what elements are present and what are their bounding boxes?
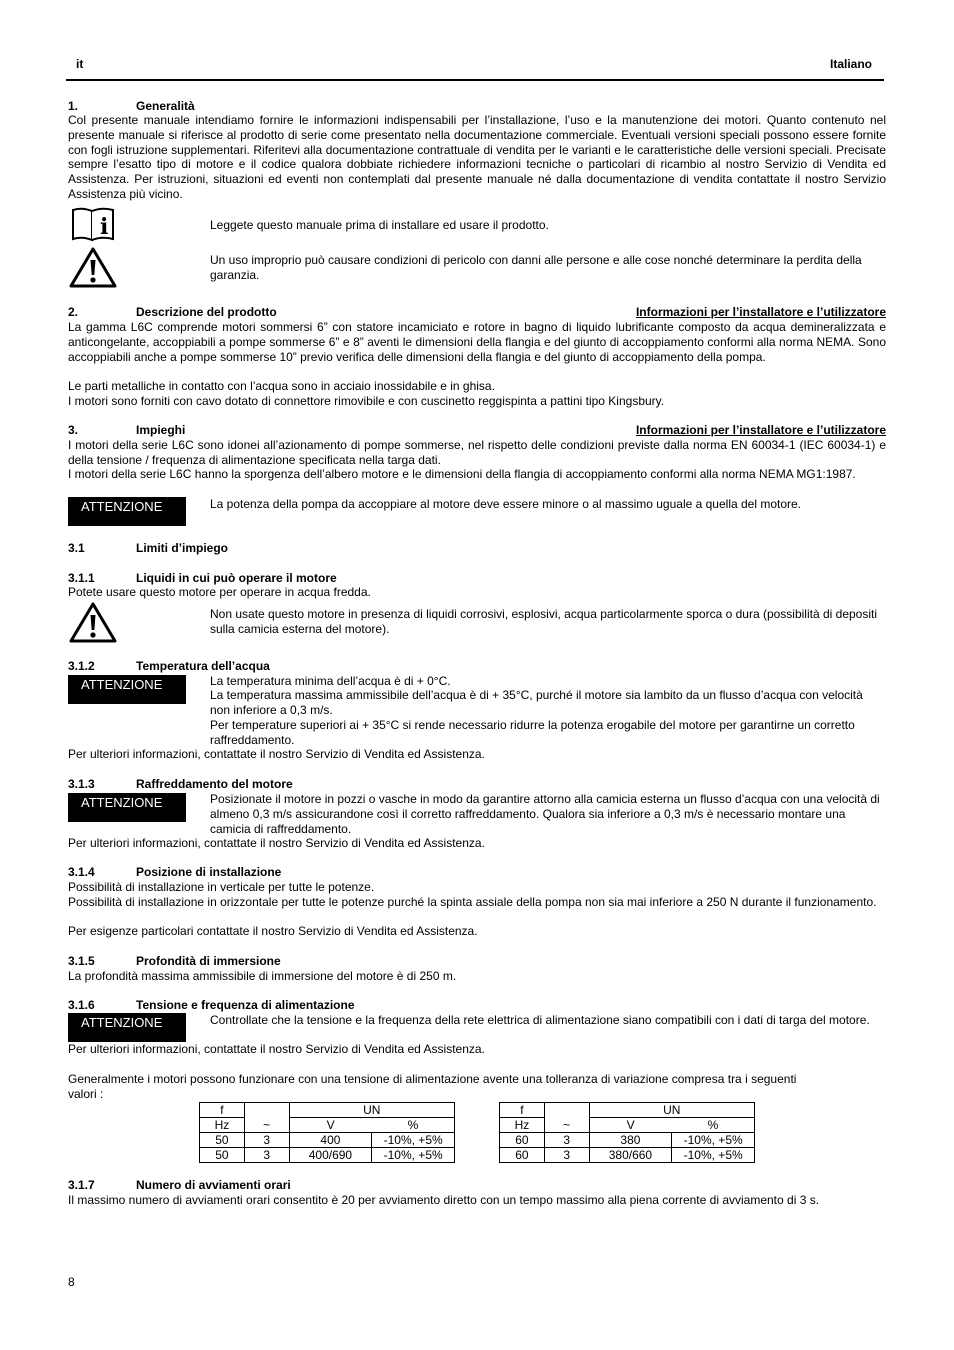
section-number: 3.1.6: [68, 998, 95, 1012]
warning-note: Un uso improprio può causare condizioni di pericolo con danni alle persone e alle cose nonché determinare la perdita della garanzia.: [210, 253, 862, 282]
contact-note: Per ulteriori informazioni, contattate il nostro Servizio di Vendita ed Assistenza.: [68, 1042, 485, 1056]
section-2-text-3: I motori sono forniti con cavo dotato di connettore rimovibile e con cuscinetto reggispinta a pattini tipo Kingsbury.: [68, 394, 665, 408]
header-language-name: Italiano: [829, 57, 872, 71]
table-header: V: [589, 1118, 672, 1133]
section-title: Numero di avviamenti orari: [136, 1178, 291, 1192]
table-cell: 380/660: [589, 1148, 672, 1163]
section-3-1-1-text: Potete usare questo motore per operare in acqua fredda.: [68, 585, 371, 599]
warning-note: Non usate questo motore in presenza di liquidi corrosivi, esplosivi, acqua particolarmente sporca o dura (possibilità di depositi sulla camicia esterna del motore).: [210, 607, 878, 636]
section-title: Profondità di immersione: [136, 954, 281, 968]
section-3-text-1: I motori della serie L6C sono idonei all’azionamento di pompe sommerse, nel rispetto delle condizioni previste dalla norma EN 60034-1 (IEC 60034-1) e della tensione / frequenza di alimentazione specificata nella targa dati.: [68, 438, 886, 467]
section-number: 1.: [68, 99, 79, 113]
table-header-row: [200, 1103, 455, 1118]
section-2-text-1: La gamma L6C comprende motori sommersi 6” con statore incamiciato e rotore in bagno di liquido lubrificante composto da acqua demineralizzata e anticongelante, accoppiabili a pompe sommerse 6” e 8” aventi le dimensioni della flangia e del giunto di accoppiamento conformi alla norma NEMA. Sono accoppiabili anche a pompe sommerse 10” previo verifica delle dimensioni della flangia e del giunto di accoppiamento della pompa.: [68, 320, 886, 364]
voltage-table-50hz: [199, 1102, 455, 1163]
temperature-note-2: La temperatura massima ammissibile dell’acqua è di + 35°C, purché il motore sia lambito da un flusso d’acqua con velocità non inferiore a 0,3 m/s.: [210, 688, 863, 717]
table-row: [200, 1148, 455, 1163]
table-header: [544, 1103, 589, 1118]
table-row: [200, 1133, 455, 1148]
attention-note: La potenza della pompa da accoppiare al motore deve essere minore o al massimo uguale a quella del motore.: [210, 497, 802, 511]
starts-per-hour-text: Il massimo numero di avviamenti orari consentito è 20 per avviamento diretto con un tempo massimo alla piena corrente di avviamento di 3 s.: [68, 1193, 820, 1207]
table-cell: 3: [244, 1148, 289, 1163]
section-title: Liquidi in cui può operare il motore: [136, 571, 337, 585]
section-number: 3.1.4: [68, 865, 95, 879]
table-header: Hz: [200, 1118, 245, 1133]
attention-badge: ATTENZIONE: [68, 675, 186, 704]
table-header: V: [289, 1118, 372, 1133]
warning-triangle-icon: [68, 246, 118, 289]
section-title: Posizione di installazione: [136, 865, 282, 879]
section-number: 3.1.2: [68, 659, 95, 673]
table-header: %: [672, 1118, 755, 1133]
section-number: 3.1.7: [68, 1178, 95, 1192]
table-header: UN: [589, 1103, 754, 1118]
section-number: 3.1.1: [68, 571, 95, 585]
table-cell: 50: [200, 1148, 245, 1163]
page-number: 8: [68, 1275, 75, 1289]
table-cell: -10%, +5%: [672, 1133, 755, 1148]
section-number: 2.: [68, 305, 79, 319]
manual-info-icon: [70, 206, 116, 242]
audience-label: Informazioni per l’installatore e l’utilizzatore: [635, 305, 886, 319]
table-cell: 3: [544, 1133, 589, 1148]
section-number: 3.1.5: [68, 954, 95, 968]
temperature-note-1: La temperatura minima dell’acqua è di + 0°C.: [210, 674, 451, 688]
table-cell: 3: [244, 1133, 289, 1148]
section-title: Descrizione del prodotto: [136, 305, 277, 319]
section-title: Impieghi: [136, 423, 186, 437]
table-header: f: [200, 1103, 245, 1118]
table-header: ~: [544, 1118, 589, 1133]
table-cell: 400: [289, 1133, 372, 1148]
attention-badge: ATTENZIONE: [68, 497, 186, 526]
svg-text:i: i: [100, 214, 109, 240]
table-row: [500, 1133, 755, 1148]
table-cell: 50: [200, 1133, 245, 1148]
installation-text-1: Possibilità di installazione in verticale per tutte le potenze.: [68, 880, 375, 894]
info-note: Leggete questo manuale prima di installare ed usare il prodotto.: [210, 218, 549, 232]
section-title: Generalità: [136, 99, 195, 113]
contact-note: Per ulteriori informazioni, contattate il nostro Servizio di Vendita ed Assistenza.: [68, 747, 485, 761]
tolerance-intro: Generalmente i motori possono funzionare con una tensione di alimentazione avente una tolleranza di variazione compresa tra i seguenti valori :: [68, 1072, 797, 1101]
table-cell: 60: [500, 1133, 545, 1148]
table-header: ~: [244, 1118, 289, 1133]
table-row: [500, 1148, 755, 1163]
table-cell: -10%, +5%: [372, 1133, 455, 1148]
section-2-text-2: Le parti metalliche in contatto con l’acqua sono in acciaio inossidabile e in ghisa.: [68, 379, 495, 393]
table-cell: 60: [500, 1148, 545, 1163]
cooling-note: Posizionate il motore in pozzi o vasche in modo da garantire attorno alla camicia esterna un flusso d’acqua con una velocità di almeno 0,3 m/s assicurandone così il corretto raffreddamento. Qualora sia inferiore a 0,3 m/s è necessario montare una camicia di raffreddamento.: [210, 792, 880, 836]
installation-text-3: Per esigenze particolari contattate il nostro Servizio di Vendita ed Assistenza.: [68, 924, 478, 938]
section-number: 3.1.3: [68, 777, 95, 791]
table-cell: 380: [589, 1133, 672, 1148]
table-cell: 3: [544, 1148, 589, 1163]
table-header-row: [200, 1118, 455, 1133]
header-language-code: it: [76, 57, 84, 71]
temperature-note-3: Per temperature superiori ai + 35°C si rende necessario ridurre la potenza erogabile del motore per garantirne un corretto raffreddamento.: [210, 718, 855, 747]
table-header-row: [500, 1118, 755, 1133]
contact-note: Per ulteriori informazioni, contattate il nostro Servizio di Vendita ed Assistenza.: [68, 836, 485, 850]
table-header: %: [372, 1118, 455, 1133]
section-number: 3.1: [68, 541, 85, 555]
section-title: Tensione e frequenza di alimentazione: [136, 998, 355, 1012]
section-title: Temperatura dell’acqua: [136, 659, 270, 673]
table-cell: 400/690: [289, 1148, 372, 1163]
installation-text-2: Possibilità di installazione in orizzontale per tutte le potenze purché la spinta assiale della pompa non sia mai inferiore a 250 N durante il funzionamento.: [68, 895, 877, 909]
warning-triangle-icon: [68, 601, 118, 644]
table-cell: -10%, +5%: [372, 1148, 455, 1163]
section-number: 3.: [68, 423, 79, 437]
table-header: Hz: [500, 1118, 545, 1133]
section-title: Limiti d’impiego: [136, 541, 228, 555]
table-header: [244, 1103, 289, 1118]
header-divider: [66, 79, 884, 81]
attention-badge: ATTENZIONE: [68, 1013, 186, 1042]
table-header: UN: [289, 1103, 454, 1118]
table-header-row: [500, 1103, 755, 1118]
attention-badge: ATTENZIONE: [68, 793, 186, 822]
table-header: f: [500, 1103, 545, 1118]
section-3-text-2: I motori della serie L6C hanno la sporgenza dell’albero motore e le dimensioni della flangia di accoppiamento conformi alla norma NEMA MG1:1987.: [68, 467, 856, 481]
table-cell: -10%, +5%: [672, 1148, 755, 1163]
section-1-text: Col presente manuale intendiamo fornire le informazioni indispensabili per l’installazione, l’uso e la manutenzione dei motori. Quanto contenuto nel presente manuale si riferisce al prodotto di serie come presentato nella documentazione commerciale. Eventuali versioni speciali possono essere fornite con fogli istruzione supplementari. Riferitevi alla documentazione contrattuale di vendita per le varianti e le caratteristiche delle versioni speciali. Precisate sempre l’esatto tipo di motore e il codice qualora dobbiate richiedere informazioni tecniche o particolari di ricambio al nostro Servizio di Vendita ed Assistenza. Per istruzioni, situazioni ed eventi non contemplati dal presente manuale né dalla documentazione di vendita contattate il nostro Servizio Assistenza più vicino.: [68, 113, 886, 201]
voltage-note: Controllate che la tensione e la frequenza della rete elettrica di alimentazione siano compatibili con i dati di targa del motore.: [210, 1013, 870, 1027]
section-title: Raffreddamento del motore: [136, 777, 293, 791]
audience-label: Informazioni per l’installatore e l’utilizzatore: [635, 423, 886, 437]
immersion-text: La profondità massima ammissibile di immersione del motore è di 250 m.: [68, 969, 457, 983]
voltage-table-60hz: [499, 1102, 755, 1163]
